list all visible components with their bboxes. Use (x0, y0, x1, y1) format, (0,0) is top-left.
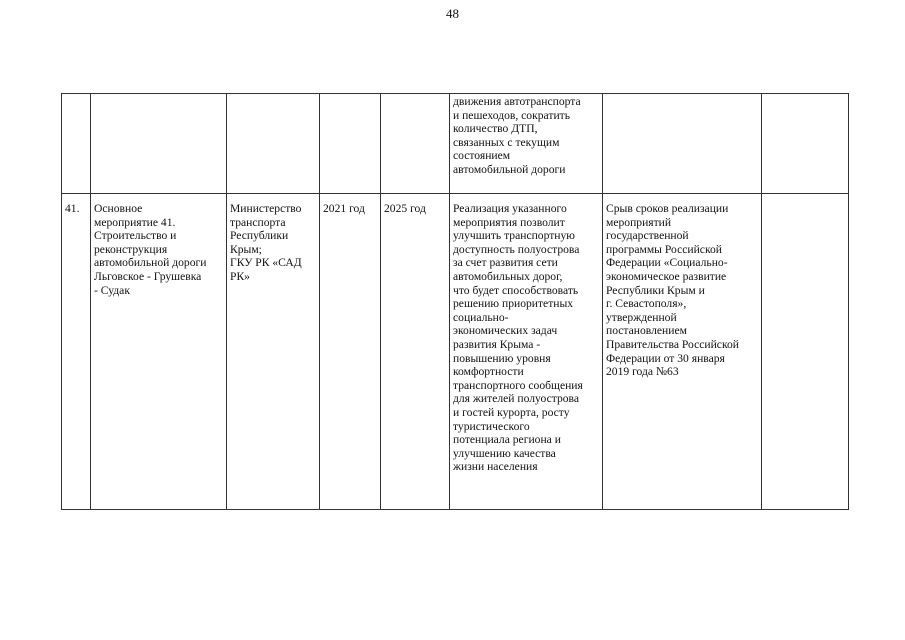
cell-link (762, 194, 849, 510)
program-activities-table (61, 93, 849, 510)
cell-start-year (320, 94, 381, 194)
table-row-continuation (62, 94, 849, 194)
table-row-41 (62, 194, 849, 510)
cell-link (762, 94, 849, 194)
cell-activity-name: Основное мероприятие 41. Строительство и реконструкция автомобильной дороги Льговское - Грушевка - Судак (91, 194, 227, 510)
cell-end-year (381, 94, 450, 194)
cell-consequences: Срыв сроков реализации мероприятий государственной программы Российской Федерации «Социально- экономическое развитие Республики Крым и г. Севастополя», утвержденной постановлением Правительства Российской Федерации от 30 января 2019 года №63 (603, 194, 762, 510)
cell-executor (227, 94, 320, 194)
cell-end-year: 2025 год (381, 194, 450, 510)
cell-number (62, 94, 91, 194)
cell-number: 41. (62, 194, 91, 510)
page-number: 48 (446, 6, 459, 21)
cell-activity-name (91, 94, 227, 194)
cell-consequences (603, 94, 762, 194)
cell-expected-result: движения автотранспорта и пешеходов, сократить количество ДТП, связанных с текущим состоянием автомобильной дороги (450, 94, 603, 194)
cell-start-year: 2021 год (320, 194, 381, 510)
cell-expected-result: Реализация указанного мероприятия позволит улучшить транспортную доступность полуострова за счет развития сети автомобильных дорог, что будет способствовать решению приоритетных социально- экономических задач развития Крыма - повышению уровня комфортности транспортного сообщения для жителей полуострова и гостей курорта, росту туристического потенциала региона и улучшению качества жизни населения (450, 194, 603, 510)
cell-executor: Министерство транспорта Республики Крым; ГКУ РК «САД РК» (227, 194, 320, 510)
